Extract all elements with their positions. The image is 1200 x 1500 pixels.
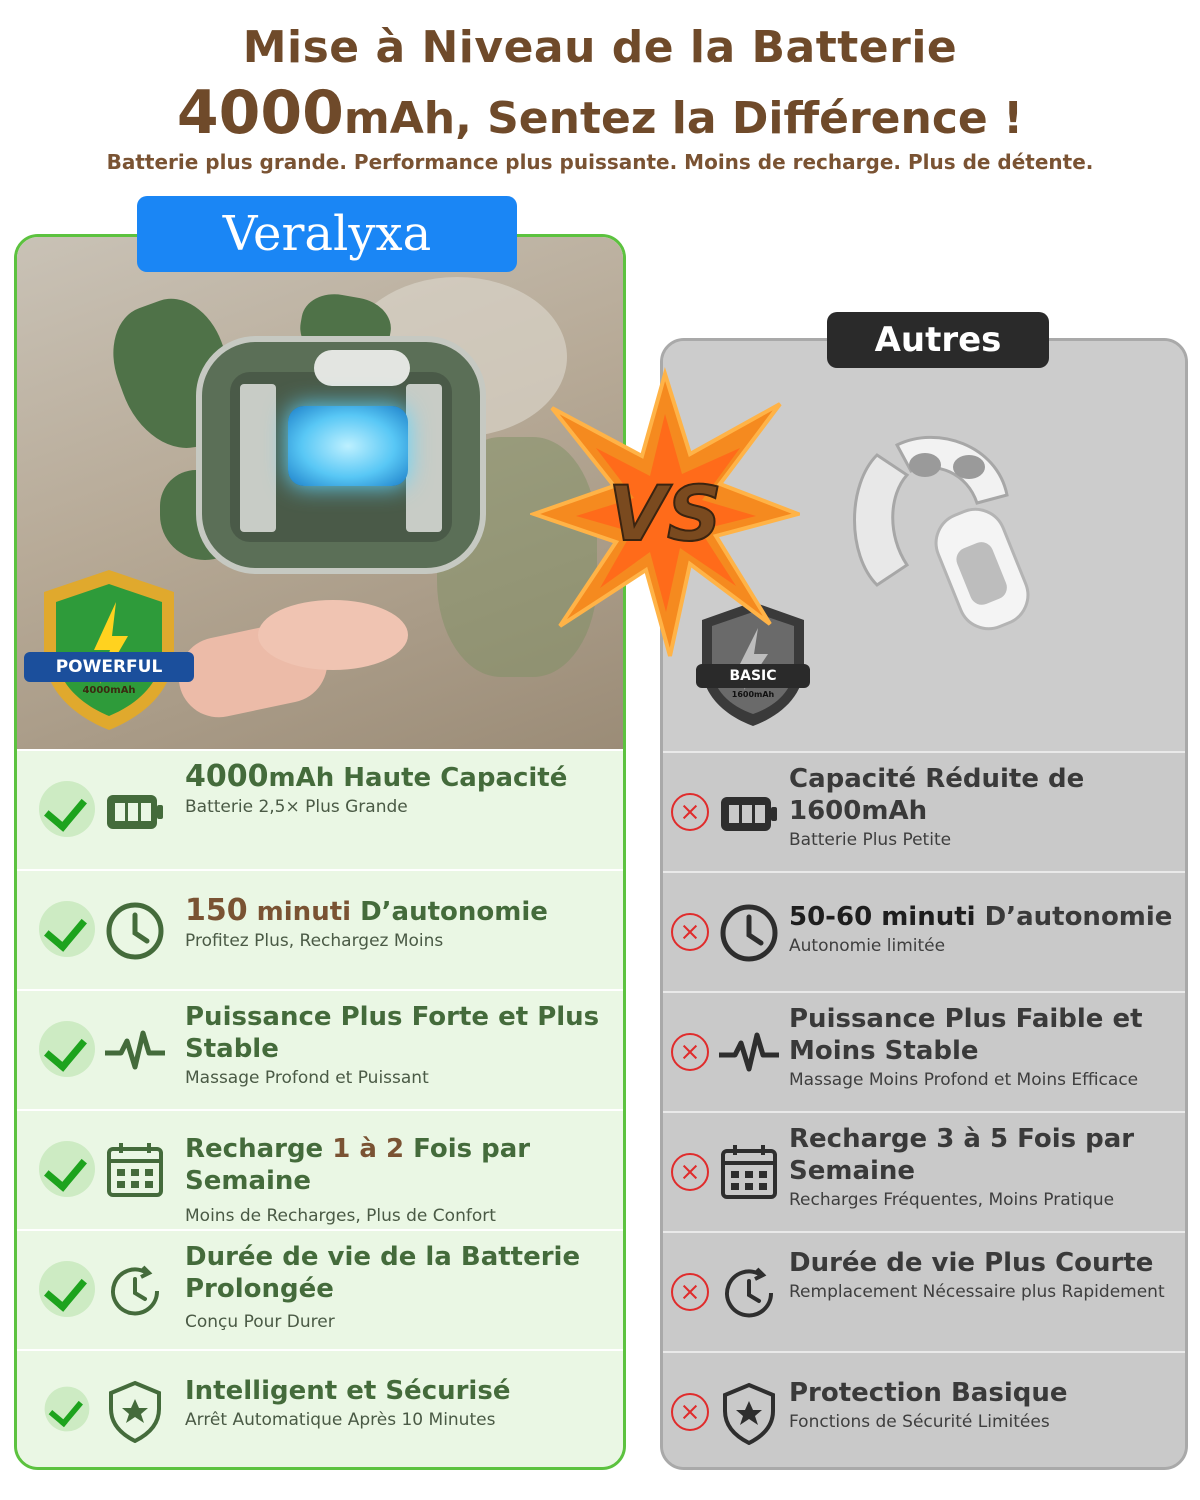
right-feature-list — [663, 751, 1185, 1470]
headline-capacity: 4000 — [176, 78, 344, 148]
row-title: Recharge 3 à 5 Fois par Semaine — [789, 1124, 1135, 1186]
vs-burst — [530, 364, 800, 664]
row-title-number: 4000 — [185, 759, 269, 794]
brand-logo: Veralyxa — [137, 196, 517, 272]
row-title-unit: minuti — [247, 897, 352, 927]
row-title: Puissance Plus Faible et Moins Stable — [789, 1004, 1143, 1066]
x-icon — [671, 793, 709, 831]
row-title: Intelligent et Sécurisé — [185, 1376, 511, 1406]
row-title-number: 150 — [185, 893, 248, 928]
check-icon — [39, 901, 95, 957]
headline-line-1: Mise à Niveau de la Batterie — [242, 22, 958, 73]
row-description: Recharges Fréquentes, Moins Pratique — [789, 1190, 1115, 1210]
pulse-icon — [717, 1021, 781, 1085]
badge-label: BASIC — [696, 664, 810, 688]
list-item — [663, 871, 1185, 991]
shield-star-icon — [717, 1381, 781, 1445]
row-description: Autonomie limitée — [789, 936, 946, 956]
row-title-number: 50-60 minuti — [789, 902, 976, 932]
powerful-badge — [24, 566, 194, 734]
check-icon — [39, 1141, 95, 1197]
list-item — [17, 869, 623, 989]
badge-sub: 1600mAh — [731, 690, 775, 699]
list-item — [17, 1349, 623, 1469]
x-icon — [671, 1153, 709, 1191]
row-description: Batterie 2,5× Plus Grande — [185, 797, 408, 817]
neck-massager-image — [837, 425, 1037, 655]
row-description: Massage Moins Profond et Moins Efficace — [789, 1070, 1139, 1090]
massager-device — [196, 336, 486, 574]
motor-coil — [288, 406, 408, 486]
calendar-icon — [103, 1139, 167, 1203]
headline-line-2 — [0, 78, 1200, 148]
row-description: Remplacement Nécessaire plus Rapidement — [789, 1282, 1165, 1302]
list-item — [663, 1231, 1185, 1351]
hand — [178, 560, 428, 680]
check-icon — [39, 1261, 95, 1317]
row-title: D’autonomie — [975, 902, 1173, 932]
row-description: Moins de Recharges, Plus de Confort — [185, 1206, 496, 1226]
battery-icon — [717, 781, 781, 845]
row-title: Puissance Plus Forte et Plus Stable — [185, 1002, 600, 1064]
check-icon — [39, 1021, 95, 1077]
clock-icon — [717, 901, 781, 965]
row-title: Durée de vie de la Batterie Prolongée — [185, 1242, 581, 1304]
subtitle: Batterie plus grande. Performance plus puissante. Moins de recharge. Plus de détente. — [106, 150, 1094, 174]
row-description: Batterie Plus Petite — [789, 830, 952, 850]
refresh-clock-icon — [103, 1259, 167, 1323]
row-title-part-a: Recharge — [185, 1134, 333, 1164]
pulse-icon — [103, 1019, 167, 1083]
left-feature-list — [17, 749, 623, 1469]
badge-label: POWERFUL — [24, 652, 194, 682]
row-description: Fonctions de Sécurité Limitées — [789, 1412, 1050, 1432]
row-title: Capacité Réduite de 1600mAh — [789, 764, 1085, 826]
x-icon — [671, 1393, 709, 1431]
refresh-clock-icon — [717, 1261, 781, 1325]
list-item — [663, 1351, 1185, 1470]
shield-star-icon — [103, 1379, 167, 1443]
vs-label: VS — [608, 469, 722, 558]
battery-icon — [103, 779, 167, 843]
row-description: Arrêt Automatique Après 10 Minutes — [185, 1410, 496, 1430]
row-description: Conçu Pour Durer — [185, 1312, 335, 1332]
others-tab: Autres — [827, 312, 1049, 368]
list-item — [663, 1111, 1185, 1231]
calendar-icon — [717, 1141, 781, 1205]
x-icon — [671, 913, 709, 951]
row-description: Massage Profond et Puissant — [185, 1068, 429, 1088]
row-title: D’autonomie — [351, 897, 548, 927]
list-item — [17, 989, 623, 1109]
clock-icon — [103, 899, 167, 963]
row-title: mAh Haute Capacité — [268, 763, 568, 793]
list-item — [17, 749, 623, 869]
list-item — [663, 991, 1185, 1111]
device-buttons — [314, 350, 410, 386]
row-title: Durée de vie Plus Courte — [789, 1248, 1154, 1278]
list-item — [663, 751, 1185, 871]
row-description: Profitez Plus, Rechargez Moins — [185, 931, 444, 951]
check-icon — [39, 781, 95, 837]
badge-sub: 4000mAh — [82, 685, 136, 696]
list-item — [17, 1229, 623, 1349]
headline-rest: mAh, Sentez la Différence ! — [343, 93, 1024, 144]
row-title: Protection Basique — [789, 1378, 1068, 1408]
list-item — [17, 1109, 623, 1229]
row-title-part-b: Fois par Semaine — [185, 1134, 531, 1196]
x-icon — [671, 1033, 709, 1071]
check-icon — [45, 1387, 90, 1432]
row-title-number: 1 à 2 — [332, 1134, 405, 1164]
x-icon — [671, 1273, 709, 1311]
